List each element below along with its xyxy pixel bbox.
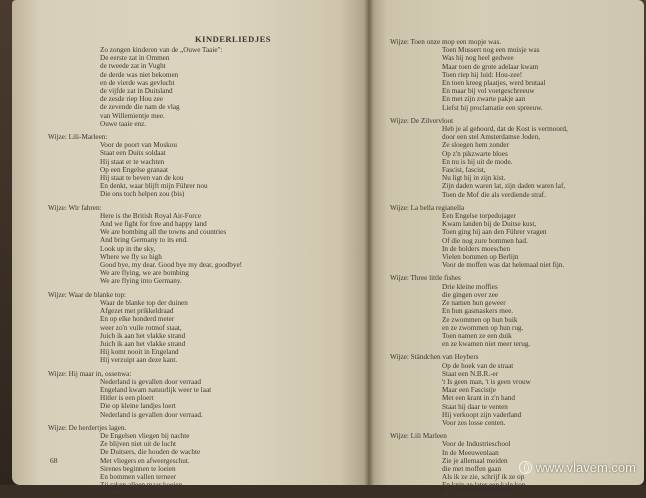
lyric-line: En knip ze later een kale kop [442,481,526,490]
lyric-line: Ze zwommen op hun buik [442,315,518,324]
lyric-line: Sirenes beginnen te loeien [100,464,176,473]
lyric-line: Zij raken alleen maar koeien [100,481,183,490]
song-lyrics [100,378,358,419]
song-section [48,291,358,365]
lyric-line: Zie je allemaal meiden [442,456,508,465]
song-tune-label: Wijze: Hij maar in, ossenwa: [48,369,132,378]
lyric-line: Staat een N.B.R.-er [442,369,499,378]
lyric-line: Fabrieken die zijn er niet meer. [100,489,190,498]
lyric-line: Waar de blanke top der duinen [100,298,188,307]
lyric-line: Nu ligt hij in zijn kist. [442,174,506,183]
song-tune-label: Wijze: Waar de blanke top: [48,290,127,299]
lyric-line: Staat een Duits soldaat [100,149,166,158]
lyric-line: Kwam landen bij de Duitse kust, [442,220,537,229]
lyric-line: en ze kwamen niet meer terug. [442,340,531,349]
song-lyrics [100,432,358,498]
lyric-line: de zevende die nam de vlag [100,103,180,112]
song-lyrics [442,212,636,269]
lyric-line: Als ik ze zie, schrijf ik ze op [442,473,525,482]
lyric-line: Fascist, fascist, [442,166,486,175]
lyric-line: In de holders moeschen [442,244,511,253]
song-lyrics [442,125,636,199]
lyric-line: Juich ik aan het vlakke strand [100,339,186,348]
open-book [4,0,644,498]
lyric-line: Staat hij daar te venten [442,402,508,411]
lyric-line: En denkt, waar blijft mijn Führer nou [100,182,208,191]
lyric-line: Toen de Mof die als verdiende straf. [442,190,546,199]
lyric-line: weer zo'n vuile rotmof staat, [100,323,182,332]
lyric-line: de zesde riep Hou zee [100,95,164,104]
page-title: KINDERLIEDJES [195,34,271,44]
lyric-line: Hij verzuipt aan deze kant. [100,356,178,365]
lyric-line: De eerste zat in Ommen [100,54,170,63]
lyric-line: van Willemientje mee. [100,111,165,120]
lyric-line: En met zijn zwarte pakje aan [442,95,526,104]
lyric-line: And we fight for free and happy land [100,220,207,229]
lyric-line: Was hij nog heel gedwee [442,54,514,63]
lyric-line: Nederland is gevallen door verraad. [100,410,203,419]
lyric-line: de vijfde zat in Duitsland [100,87,173,96]
lyric-line: Hitler is een ploert [100,394,154,403]
lyric-line: Ouwe taaie enz. [100,119,147,128]
lyric-line: Vielen bommen op Berlijn [442,253,519,262]
lyric-line: Met een krant in z'n hand [442,394,515,403]
lyric-line: 't Is geen man, 't is geen vrouw [442,377,531,386]
lyric-line: Toen riep hij luid: Hou-zee! [442,70,523,79]
lyric-line: And bring Germany to its end. [100,236,188,245]
song-lyrics [442,46,636,112]
song-tune-label: Wijze: De herdertjes lagen. [48,423,127,432]
lyric-line: Of die nog zure bommen had. [442,236,528,245]
lyric-line: De Engelsen vliegen bij nachte [100,431,190,440]
right-sections [390,38,636,498]
song-lyrics [100,299,358,365]
lyric-line: Good bye, my dear. Good bye my dear, goodbye! [100,261,243,270]
lyric-line: Maar toen de grote adelaar kwam [442,62,539,71]
lyric-line: Look up in the sky, [100,244,156,253]
left-page [12,0,368,498]
lyric-line: Op een Engelse granaat [100,165,169,174]
lyric-line: Nederland is gevallen door verraad [100,377,201,386]
lyric-line: en ze zwommen op hun rug. [442,323,524,332]
right-page [368,0,644,498]
lyric-line: Een Engelse torpedojager [442,212,516,221]
lyric-line: En toen kreeg plaatjes, werd brutaal [442,79,546,88]
lyric-line: Engeland kwam natuurlijk weer te laat [100,385,212,394]
lyric-line: Zijn daden waren lat, zijn daden waren laf, [442,182,566,191]
song-tune-label: Wijze: Ständchen van Heybers [390,353,479,362]
song-tune-label: Wijze: Three little fishes [390,274,461,283]
page-number: 68 [50,456,58,465]
song-tune-label: Wijze: Wir fahren: [48,203,102,212]
song-section [48,133,358,199]
watermark [519,460,636,475]
lyric-line: Afgezet met prikkeldraad [100,307,174,316]
song-section [48,370,358,419]
lyric-line: Hij staat er te wachten [100,157,165,166]
lyric-line: de derde was niet bekomen [100,70,179,79]
lyric-line: En hun gasmaskers mee. [442,307,514,316]
song-lyrics [100,46,358,128]
lyric-line: Op de hoek van de straat [442,361,514,370]
lyric-line: Op z'n pikzwarte bloes [442,149,508,158]
lyric-line: Voor zes losse centen. [442,418,506,427]
lyric-line: Here is the British Royal Air-Force [100,211,202,220]
lyric-line: En bommen vallen terneer [100,472,177,481]
song-lyrics [442,283,636,349]
song-section [390,38,636,112]
lyric-line: We are flying into Germany. [100,277,182,286]
lyric-line: Toen Mussert nog een muisje was [442,46,540,55]
lyric-line: en de vierde was gevlucht [100,78,175,87]
lyric-line: die gingen over zee [442,290,499,299]
lyric-line: Die ons toch helpen zou (bis) [100,190,185,199]
lyric-line: De Duitsers, die houden de wachte [100,448,201,457]
lyric-line: En maar bij vol voetgeschreeuw [442,87,535,96]
song-section [390,117,636,199]
lyric-line: die met moffen gaan [442,464,502,473]
song-lyrics [100,212,358,286]
lyric-line: Ze namen hun geweer [442,299,506,308]
song-section [390,204,636,270]
lyric-line: Maar een Fascistje [442,386,496,395]
lyric-line: de tweede zat in Vught [100,62,166,71]
lyric-line: Where we fly so high [100,252,162,261]
lyric-line: Voor de Industrieschool [442,440,511,449]
lyric-line: Ze sloegen hem zonder [442,141,509,150]
song-section [48,424,358,498]
song-tune-label: Wijze: La bella regianella [390,203,465,212]
lyric-line: Toen ging hij aan den Führer vragen [442,228,547,237]
watermark-text: www.vlavem.com [535,460,636,475]
lyric-line: Hij staat te beven van de kou [100,174,184,183]
lyric-line: Drie kleine moffies [442,282,498,291]
song-tune-label: Wijze: Toen onze mop een mopje was. [390,38,502,46]
lyric-line: door een stel Amsterdamse Joden, [442,133,541,142]
lyric-line: Die op kleine landjes loert [100,402,176,411]
lyric-line: Liefst hij proclamatie een spreeuw. [442,103,543,112]
song-section [48,204,358,286]
song-tune-label: Wijze: Lili-Marleen: [48,133,108,142]
lyric-line: Zo zongen kinderen van de „Ouwe Taaie": [100,46,223,54]
lyric-line: Hij verkoopt zijn vaderland [442,410,522,419]
lyric-line: En op elke honderd meter [100,315,175,324]
song-tune-label: Wijze: Lili Marleen [390,432,447,441]
song-lyrics [442,362,636,428]
song-section [390,353,636,427]
lyric-line: We are bombing all the towns and countries [100,228,227,237]
lyric-line: Toen namen ze een duik [442,331,512,340]
lyric-line: Met een hakenkruis erop. [442,489,516,498]
song-section [48,46,358,128]
globe-icon [519,461,532,474]
lyric-line: Voor de poort van Moskou [100,141,177,150]
left-sections [48,46,358,498]
lyric-line: We are flying, we are bombing [100,269,189,278]
lyric-line: Voor de moffen was dat helemaal niet fijn. [442,261,565,270]
lyric-line: En nu is hij uit de mode. [442,157,513,166]
lyric-line: Hij komt nooit in Engeland [100,348,179,357]
lyric-line: Juich ik aan het vlakke strand [100,331,186,340]
book-gutter [364,0,374,485]
lyric-line: Heb je al gehoord, dat de Kost is vermoord, [442,125,568,134]
lyric-line: Ze blijven niet uit de lucht [100,440,177,449]
song-tune-label: Wijze: De Zilvervloot [390,116,454,125]
lyric-line: Met vliegers en afweergeschut. [100,456,190,465]
song-lyrics [100,141,358,198]
lyric-line: In de Meeuwenlaan [442,448,499,457]
song-section [390,274,636,348]
